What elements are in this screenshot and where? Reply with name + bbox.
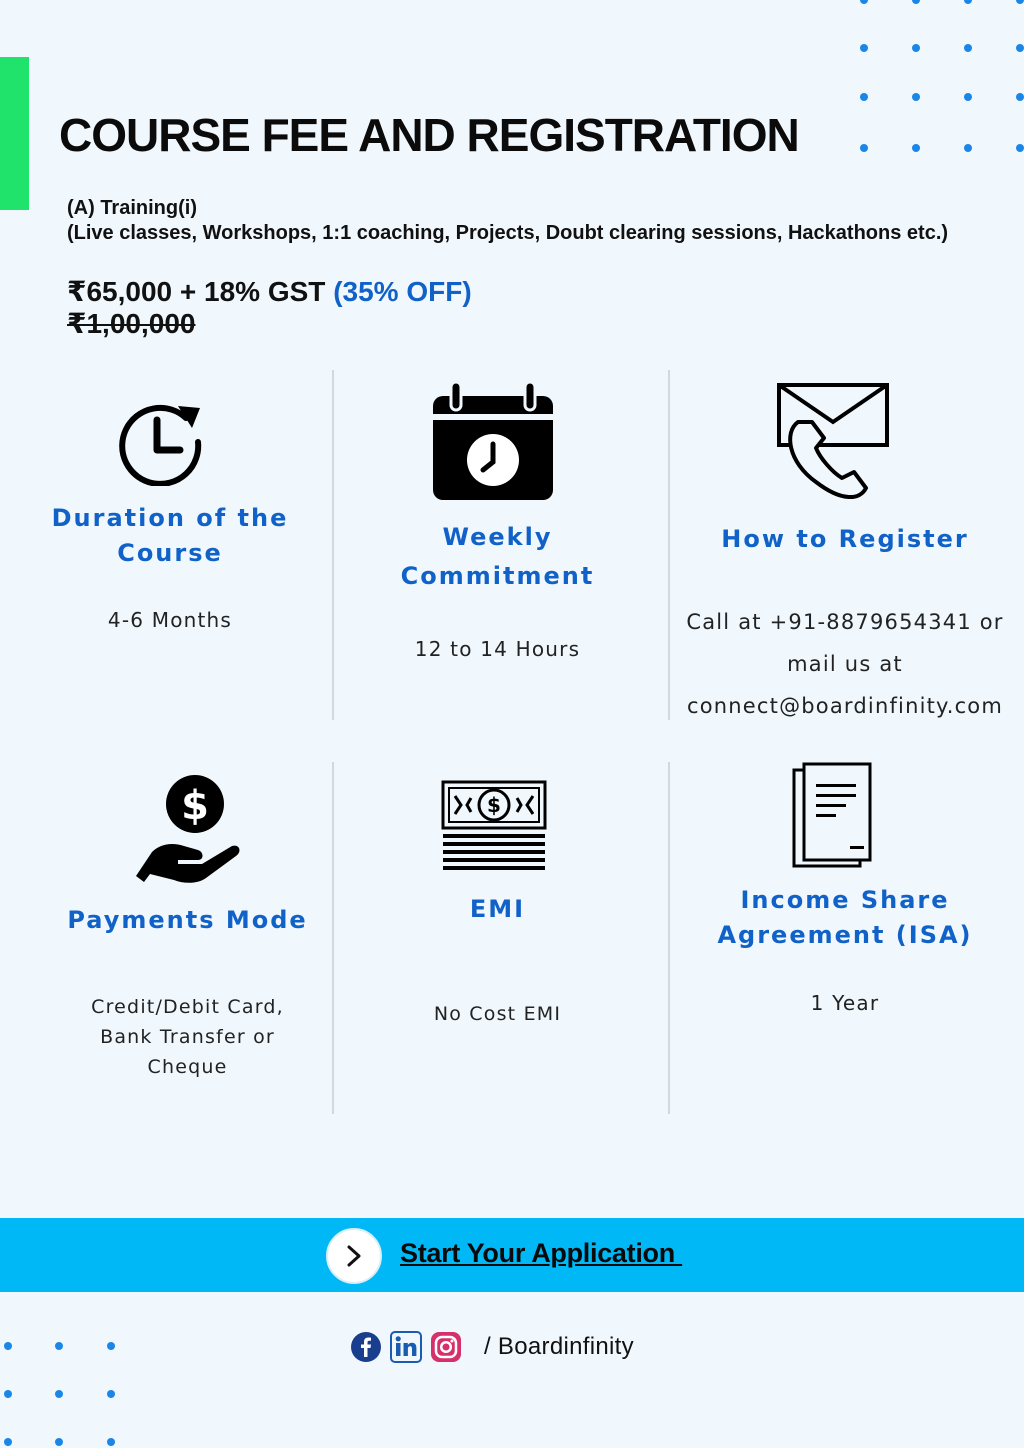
training-description [67,196,948,246]
hand-coin-icon [134,774,242,886]
page-title: COURSE FEE AND REGISTRATION [59,109,799,161]
feature-value: No Cost EMI [433,1003,562,1025]
svg-text:$: $ [181,783,209,829]
feature-heading: Weekly Commitment [400,523,595,590]
accent-bar [0,57,29,210]
start-application-link[interactable]: Start Your Application [400,1238,683,1268]
feature-how-to-register [680,380,1010,718]
start-application-button[interactable] [326,1228,382,1284]
divider [332,370,334,720]
price-block [67,276,472,340]
instagram-icon[interactable] [430,1331,462,1363]
chevron-right-icon [344,1244,364,1268]
feature-heading: Duration of the Course [51,504,289,567]
feature-emi [345,770,650,1100]
clock-icon [116,398,204,486]
facebook-icon[interactable] [350,1331,382,1363]
feature-duration [40,380,300,710]
divider [668,370,670,720]
feature-heading: Payments Mode [67,906,308,934]
feature-heading: How to Register [721,525,969,553]
social-handle: / Boardinfinity [484,1333,634,1360]
decorative-dots-top [850,0,1024,160]
divider [668,762,670,1114]
social-links [350,1330,634,1364]
current-price: ₹65,000 + 18% GST [67,276,326,307]
linkedin-icon[interactable] [390,1331,422,1363]
envelope-phone-icon [776,382,892,502]
feature-value: 4-6 Months [107,608,233,632]
feature-value: 1 Year [810,991,880,1015]
discount-badge: (35% OFF) [333,276,472,307]
feature-value: Credit/Debit Card, Bank Transfer or Cheque [91,996,284,1078]
document-icon [792,762,874,868]
decorative-dots-bottom [0,1330,130,1448]
feature-weekly-commitment [345,380,650,710]
svg-text:$: $ [487,793,501,817]
divider [332,762,334,1114]
feature-heading: Income Share Agreement (ISA) [717,886,973,949]
original-price: ₹1,00,000 [67,308,196,339]
calendar-clock-icon [431,382,555,502]
feature-heading: EMI [469,895,526,923]
feature-payments-mode [50,770,325,1100]
training-includes: (Live classes, Workshops, 1:1 coaching, Projects, Doubt clearing sessions, Hackathons etc.) [67,222,949,244]
banknote-stack-icon [441,780,547,872]
feature-value: 12 to 14 Hours [414,637,581,661]
feature-isa [690,760,1000,1100]
training-label: (A) Training(i) [67,197,197,219]
feature-value: Call at +91-8879654341 or mail us at connect@boardinfinity.com [686,610,1004,718]
